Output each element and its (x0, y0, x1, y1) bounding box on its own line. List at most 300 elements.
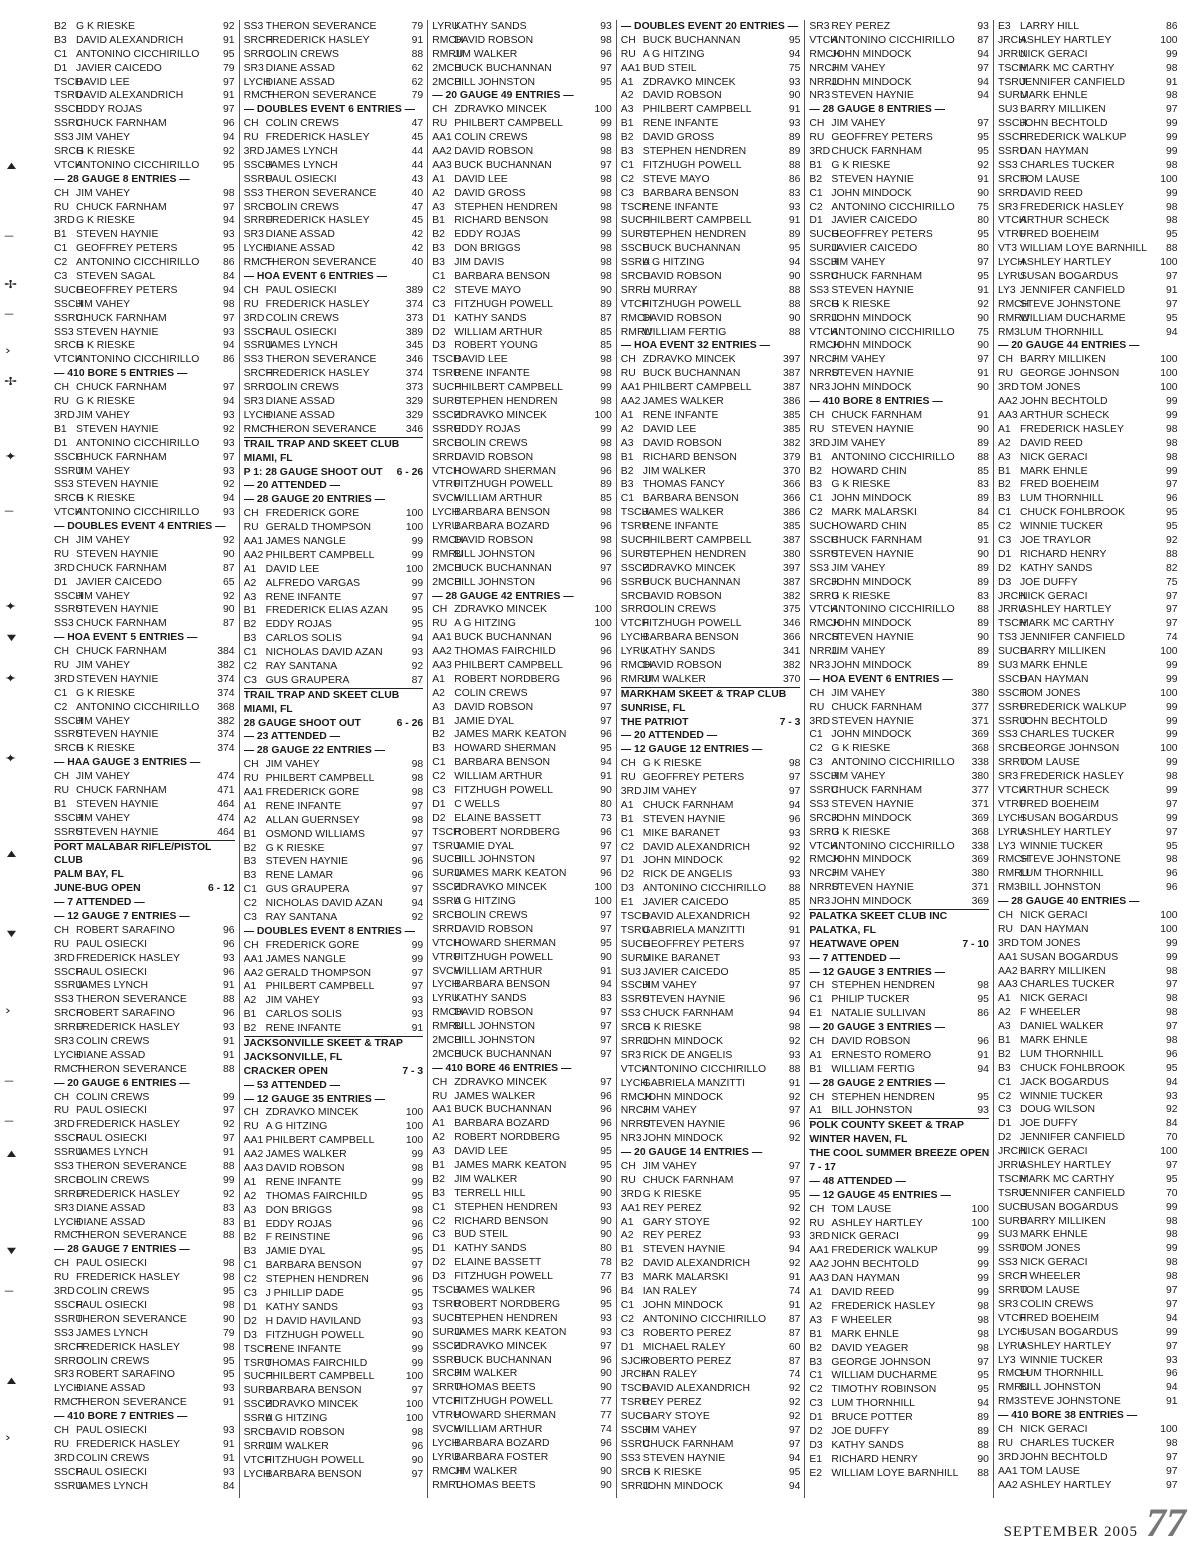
result-row (432, 812, 612, 826)
shooter-name: CHUCK FARNHAM (642, 1174, 734, 1186)
heading-text: — HOA EVENT 6 ENTRIES — (243, 271, 387, 283)
result-row (998, 590, 1178, 604)
result-row (998, 770, 1178, 784)
shooter-name: HOWARD SHERMAN (454, 465, 556, 477)
shooter-name: THERON SEVERANCE (76, 1313, 187, 1325)
class-code: A1 (809, 1105, 823, 1117)
class-code: B1 (620, 813, 634, 825)
class-code: D2 (432, 326, 446, 338)
class-code: C3 (997, 534, 1012, 546)
result-row (809, 1091, 989, 1105)
result-row (54, 451, 235, 465)
class-code: SURU (620, 952, 651, 964)
result-row (621, 1341, 801, 1355)
score: 97 (411, 967, 424, 979)
shooter-name: RICHARD BENSON (642, 451, 737, 463)
shooter-name: JAMES MARK KEATON (454, 868, 567, 880)
result-row (54, 34, 235, 48)
result-row (998, 423, 1178, 437)
score: 99 (1166, 701, 1178, 713)
score: 96 (600, 826, 612, 838)
score: 97 (788, 1174, 801, 1186)
shooter-name: DAVID ALEXANDRICH (642, 841, 750, 853)
heading-text: MARKHAM SKEET & TRAP CLUB (620, 688, 787, 700)
class-code: A1 (997, 423, 1011, 435)
shooter-name: GUS GRAUPERA (265, 884, 350, 896)
class-code: SRCH (54, 493, 84, 505)
result-row (244, 939, 424, 953)
class-code: SS3 (243, 354, 264, 366)
result-row (244, 842, 424, 856)
class-code: C2 (809, 507, 823, 519)
shooter-name: CHUCK FARNHAM (642, 1008, 734, 1020)
event-heading (54, 1077, 235, 1091)
shooter-name: JOHN MINDOCK (831, 187, 912, 199)
shooter-name: JENNIFER CANFIELD (1019, 76, 1126, 88)
heading-text: TRAIL TRAP AND SKEET CLUB (243, 438, 400, 450)
shooter-name: STEVEN HAYNIE (76, 423, 159, 435)
score: 92 (788, 1133, 801, 1145)
shooter-name: STEVEN HAYNIE (76, 729, 159, 741)
class-code: SU3 (997, 1229, 1019, 1241)
score: 47 (411, 118, 424, 130)
shooter-name: PAUL OSIECKI (76, 1466, 148, 1478)
shooter-name: BUCK BUCHANNAN (454, 1048, 552, 1060)
score: 382 (217, 715, 235, 727)
score: 93 (788, 1230, 801, 1242)
score: 94 (977, 76, 989, 88)
results-column (993, 20, 1182, 1498)
shooter-name: BUCK BUCHANNAN (454, 62, 552, 74)
shooter-name: G K RIESKE (831, 159, 891, 171)
class-code: SRCH (243, 1426, 274, 1438)
result-row (998, 506, 1178, 520)
score: 98 (600, 368, 612, 380)
shooter-name: ANTONINO CICCHIRILLO (76, 701, 200, 713)
class-code: C3 (432, 784, 446, 796)
class-code: D1 (620, 1341, 635, 1353)
score: 93 (411, 1009, 424, 1021)
event-heading (998, 339, 1178, 353)
result-row (432, 312, 612, 326)
shooter-name: JAVIER CAICEDO (831, 215, 918, 227)
shooter-name: PHILBERT CAMPBELL (454, 118, 563, 130)
shooter-name: JIM VAHEY (265, 759, 320, 771)
class-code: SUCH (620, 215, 651, 227)
shooter-name: BILL JOHNSTON (1019, 1382, 1101, 1394)
result-row (998, 853, 1178, 867)
class-code: SSCH (432, 1340, 462, 1352)
score: 88 (788, 284, 801, 296)
class-code: CH (620, 1161, 636, 1173)
event-heading (244, 730, 424, 744)
score: 95 (977, 1370, 989, 1382)
class-code: SR3 (54, 1036, 75, 1048)
class-code: SRCH (620, 1022, 651, 1034)
score: 99 (977, 1231, 989, 1243)
class-code: VTRU (432, 951, 461, 963)
shooter-name: LUM THORNHILL (1019, 868, 1104, 880)
score: 91 (788, 215, 801, 227)
class-code: D2 (620, 869, 635, 881)
score: 95 (223, 1369, 235, 1381)
score: 92 (977, 159, 989, 171)
score: 92 (223, 423, 235, 435)
shooter-name: JAVIER CAICEDO (642, 966, 729, 978)
result-row (244, 758, 424, 772)
result-row (809, 756, 989, 770)
result-row (621, 1118, 801, 1132)
class-code: LYCH (243, 76, 271, 88)
score: 98 (600, 146, 612, 158)
score: 92 (788, 911, 801, 922)
score: 98 (600, 34, 612, 46)
shooter-name: PHILBERT CAMPBELL (265, 1135, 375, 1147)
score: 88 (788, 326, 801, 338)
shooter-name: CHUCK FOHLBROOK (1019, 1062, 1126, 1074)
class-code: SRRU (243, 215, 274, 227)
score: 99 (411, 953, 424, 965)
result-row (432, 1354, 612, 1368)
class-code: A2 (809, 1300, 823, 1312)
class-code: AA3 (997, 409, 1018, 421)
shooter-name: DAVID ALEXANDRICH (642, 1383, 750, 1395)
shooter-name: THOMAS BEETS (454, 1479, 536, 1491)
result-row (54, 298, 235, 312)
shooter-name: FITZHUGH POWELL (454, 1396, 553, 1408)
result-row (809, 465, 989, 479)
result-row (998, 728, 1178, 742)
result-row (621, 298, 801, 312)
class-code: RMCH (432, 34, 464, 46)
score: 94 (1166, 326, 1178, 338)
shooter-name: ANTONINO CICCHIRILLO (831, 757, 955, 769)
result-row (432, 326, 612, 340)
class-code: LYCH (54, 1216, 81, 1228)
shooter-name: DAN HAYMAN (1019, 923, 1089, 935)
result-row (621, 841, 801, 855)
shooter-name: JIM WALKER (454, 1173, 518, 1185)
result-row (998, 1340, 1178, 1354)
event-heading (809, 1175, 989, 1189)
score: 96 (600, 465, 612, 477)
shooter-name: PAUL OSIECKI (265, 326, 337, 338)
shooter-name: COLIN CREWS (265, 48, 339, 60)
shooter-name: JAVIER CAICEDO (642, 897, 729, 909)
result-row (54, 326, 235, 340)
left-margin-marks (0, 0, 28, 1547)
result-row (54, 784, 235, 798)
shooter-name: STEPHEN HENDREN (831, 980, 935, 992)
result-row (998, 1312, 1178, 1326)
result-row (432, 576, 612, 590)
result-row (244, 507, 424, 521)
result-row (432, 1395, 612, 1409)
score: 387 (783, 382, 801, 394)
score: 93 (223, 1424, 235, 1436)
shooter-name: BUCK BUCHANNAN (642, 368, 741, 380)
class-code: LY3 (997, 284, 1016, 296)
result-row (621, 617, 801, 631)
score: 389 (405, 326, 424, 338)
shooter-name: DIANE ASSAD (265, 396, 335, 408)
class-code: TSCH (620, 1383, 650, 1395)
score: 95 (1166, 521, 1178, 533)
shooter-name: DAVID ROBSON (642, 437, 722, 449)
result-row (244, 1343, 424, 1357)
class-code: JRCH (620, 1369, 649, 1381)
score: 98 (1166, 854, 1178, 866)
class-code: SS3 (54, 994, 74, 1006)
result-row (621, 381, 801, 395)
score: 92 (411, 912, 424, 923)
result-row (621, 924, 801, 938)
result-row (244, 1162, 424, 1176)
score: 97 (788, 1161, 801, 1173)
score: 90 (977, 340, 989, 352)
shooter-name: BARBARA BOZARD (454, 1437, 550, 1449)
shooter-name: FITZHUGH POWELL (454, 784, 553, 796)
class-code: B1 (809, 1328, 823, 1340)
score: 82 (1166, 562, 1178, 574)
heading-text: — 410 BORE 38 ENTRIES — (997, 1410, 1138, 1422)
result-row (432, 867, 612, 881)
class-code: D1 (997, 1118, 1012, 1130)
heading-text: — 28 GAUGE 8 ENTRIES — (809, 104, 946, 116)
score: 99 (1166, 409, 1178, 421)
shooter-name: CHUCK FARNHAM (831, 784, 923, 796)
result-row (809, 812, 989, 826)
class-code: D2 (432, 812, 446, 824)
shooter-name: DAVID LEE (76, 76, 130, 88)
class-code: AA1 (243, 786, 264, 798)
score: 99 (1166, 1243, 1178, 1255)
shooter-name: GEOFFREY PETERS (831, 229, 933, 241)
shooter-name: THERON SEVERANCE (265, 187, 377, 199)
result-row (621, 1063, 801, 1077)
class-code: 3RD (54, 1452, 75, 1464)
result-row (621, 882, 801, 896)
shooter-name: G K RIESKE (76, 340, 135, 352)
result-row (998, 992, 1178, 1006)
score: 100 (1160, 743, 1178, 755)
shooter-name: PAUL OSIECKI (76, 1424, 148, 1436)
score: 92 (788, 841, 801, 853)
class-code: SRCH (809, 298, 839, 310)
result-row (998, 951, 1178, 965)
heading-text: PALATKA SKEET CLUB INC (809, 911, 948, 922)
class-code: RMCH (243, 257, 275, 269)
result-row (432, 1270, 612, 1284)
score: 96 (600, 729, 612, 741)
shooter-name: DAVID ROBSON (642, 90, 722, 102)
result-row (809, 353, 989, 367)
result-row (432, 506, 612, 520)
shooter-name: FITZHUGH POWELL (642, 298, 742, 310)
class-code: JRRU (997, 604, 1026, 616)
score: 346 (405, 423, 424, 435)
heading-text: — 12 GAUGE 7 ENTRIES — (54, 911, 190, 922)
shooter-name: MARK MC CARTHY (1019, 62, 1115, 74)
score: 96 (1166, 868, 1178, 880)
score: 97 (1166, 271, 1178, 283)
score: 83 (977, 590, 989, 602)
class-code: LYCH (432, 979, 460, 991)
class-code: TSCH (997, 1173, 1027, 1185)
shooter-name: JAMES WALKER (454, 1285, 536, 1297)
score: 89 (788, 146, 801, 158)
score: 94 (600, 979, 612, 991)
shooter-name: IAN RALEY (642, 1369, 698, 1381)
score: 88 (977, 1467, 989, 1479)
event-heading (244, 1093, 424, 1107)
class-code: 3RD (809, 1231, 831, 1243)
result-row (244, 911, 424, 925)
class-code: B3 (243, 856, 257, 868)
class-code: SUCH (809, 521, 839, 533)
score: 97 (223, 382, 235, 394)
shooter-name: JIM VAHEY (831, 771, 886, 783)
result-row (809, 1342, 989, 1356)
shooter-name: BARBARA BENSON (454, 757, 551, 769)
result-row (432, 20, 612, 34)
class-code: AA1 (432, 132, 452, 144)
class-code: SS3 (809, 798, 830, 810)
shooter-name: ZDRAVKO MINCEK (454, 1076, 547, 1088)
class-code: B2 (243, 1023, 257, 1035)
margin-mark-icon: ✢ (4, 376, 18, 388)
score: 96 (600, 1104, 612, 1116)
shooter-name: LUM THORNHILL (1019, 1368, 1104, 1380)
result-row (621, 353, 801, 367)
shooter-name: WINNIE TUCKER (1019, 521, 1103, 533)
result-row (809, 214, 989, 228)
score: 89 (977, 646, 989, 658)
class-code: LYRU (997, 826, 1025, 838)
result-row (432, 451, 612, 465)
score: 90 (977, 1453, 989, 1465)
class-code: CH (243, 284, 259, 296)
result-row (54, 603, 235, 617)
score: 380 (971, 687, 989, 699)
result-row (244, 159, 424, 173)
score: 93 (223, 952, 235, 964)
shooter-name: HOWARD SHERMAN (454, 1410, 556, 1422)
shooter-name: DON BRIGGS (454, 243, 521, 255)
score: 100 (594, 896, 612, 908)
result-row (998, 1117, 1178, 1131)
shooter-name: JOHN MINDOCK (831, 340, 912, 352)
score: 92 (411, 660, 424, 672)
result-row (244, 284, 424, 298)
result-row (432, 1423, 612, 1437)
shooter-name: PHILBERT CAMPBELL (642, 215, 752, 227)
club-heading (244, 688, 424, 703)
score: 97 (600, 62, 612, 74)
result-row (432, 48, 612, 62)
shooter-name: STEVEN HAYNIE (831, 882, 914, 894)
class-code: 2MCH (432, 576, 462, 588)
class-code: SVCH (432, 1423, 462, 1435)
shooter-name: JOHN MINDOCK (831, 896, 912, 908)
class-code: JRRU (997, 48, 1026, 60)
class-code: SRCH (54, 1174, 84, 1186)
shooter-name: THERON SEVERANCE (265, 423, 377, 435)
result-row (998, 1201, 1178, 1215)
class-code: B1 (997, 465, 1011, 477)
result-row (244, 145, 424, 159)
club-heading (244, 1036, 424, 1051)
score: 100 (1160, 34, 1178, 46)
class-code: CH (809, 118, 825, 130)
result-row (54, 201, 235, 215)
score: 99 (411, 577, 424, 589)
class-code: RM3 (997, 882, 1020, 894)
shooter-name: FREDERICK HASLEY (265, 298, 370, 310)
result-row (998, 978, 1178, 992)
result-row (809, 742, 989, 756)
score: 99 (600, 382, 612, 394)
score: 96 (600, 659, 612, 671)
class-code: TSRU (54, 90, 83, 102)
class-code: D2 (997, 562, 1012, 574)
class-code: AA1 (809, 1245, 830, 1257)
class-code: SSCH (997, 673, 1027, 685)
event-heading (244, 1065, 424, 1079)
score: 95 (788, 34, 801, 46)
class-code: 2MCH (432, 1035, 462, 1047)
score: 89 (788, 132, 801, 144)
result-row (998, 1173, 1178, 1187)
score: 92 (223, 146, 235, 158)
shooter-name: BARBARA BENSON (265, 1468, 362, 1480)
result-row (621, 659, 801, 673)
result-row (432, 1381, 612, 1395)
result-row (244, 563, 424, 577)
score: 371 (971, 798, 989, 810)
class-code: 3RD (809, 146, 831, 158)
class-code: CH (54, 1091, 70, 1103)
shooter-name: DAVID ROBSON (831, 1036, 911, 1048)
score: 90 (788, 312, 801, 324)
score: 370 (783, 465, 801, 477)
score: 90 (600, 1382, 612, 1394)
score: 44 (411, 146, 424, 158)
class-code: A2 (432, 187, 445, 199)
shooter-name: RICHARD HENRY (1019, 548, 1107, 560)
class-code: SRRU (243, 1440, 274, 1452)
shooter-name: RENE INFANTE (642, 521, 719, 533)
score: 374 (405, 368, 424, 380)
result-row (432, 256, 612, 270)
class-code: RMCH (809, 340, 841, 352)
shooter-name: FITZHUGH POWELL (454, 479, 553, 491)
score: 98 (1166, 1007, 1178, 1019)
result-row (54, 20, 235, 34)
score: 85 (788, 897, 801, 909)
shooter-name: THERON SEVERANCE (76, 1397, 187, 1409)
shooter-name: ANTONINO CICCHIRILLO (831, 34, 955, 46)
score: 92 (223, 479, 235, 491)
margin-mark-icon: ▼ (3, 1245, 20, 1257)
result-row (54, 993, 235, 1007)
score: 98 (600, 354, 612, 366)
result-row (998, 89, 1178, 103)
score: 385 (783, 521, 801, 533)
class-code: SR3 (243, 62, 264, 74)
result-row (54, 242, 235, 256)
score: 329 (405, 396, 424, 408)
